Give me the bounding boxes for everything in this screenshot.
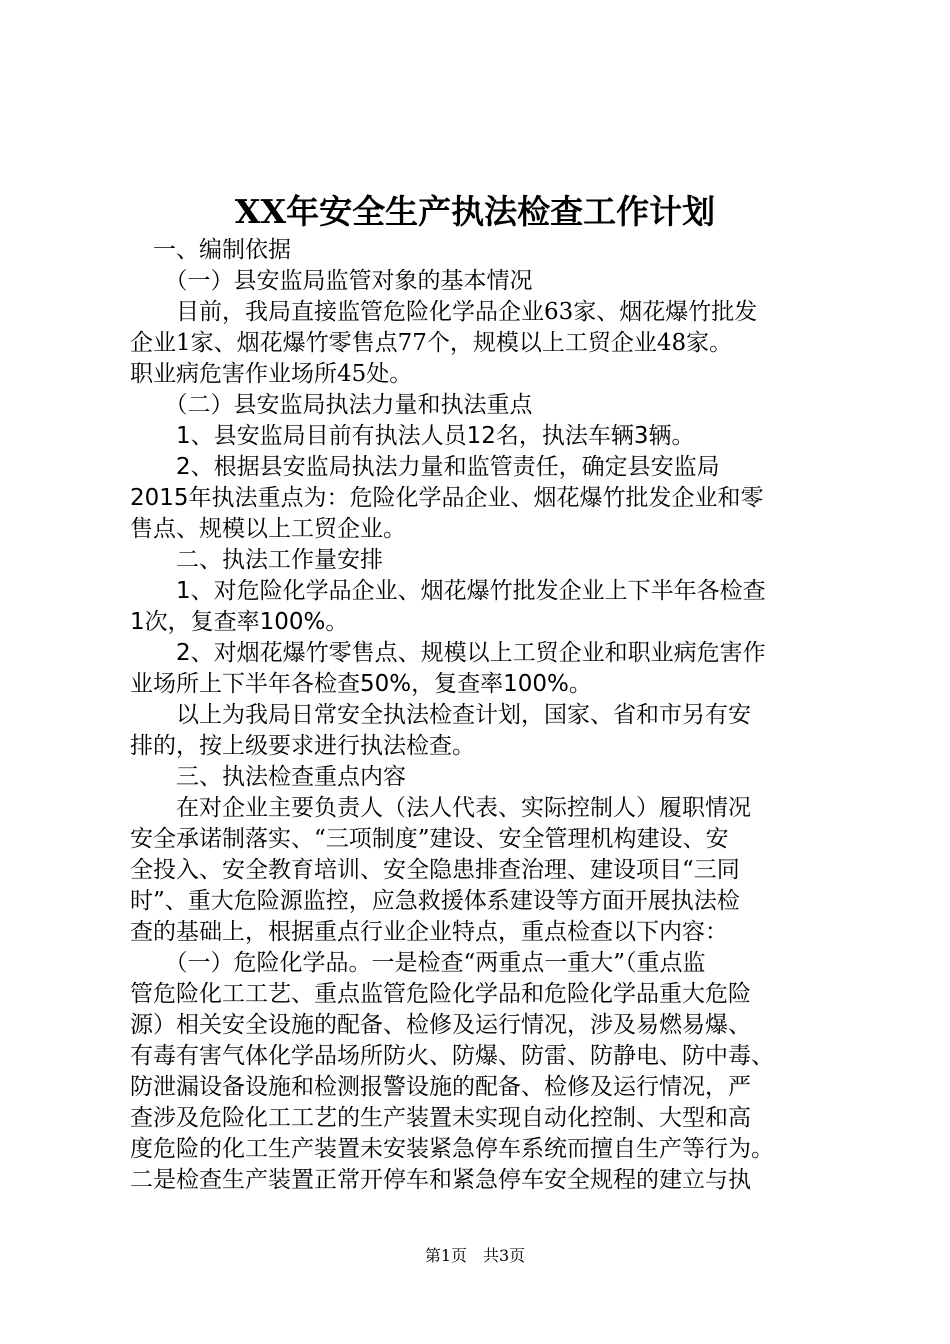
text-line: （二）县安监局执法力量和执法重点 (130, 392, 533, 418)
text-line: 2015年执法重点为：危险化学品企业、烟花爆竹批发企业和零 (130, 485, 764, 511)
text-line: 二、执法工作量安排 (130, 547, 383, 573)
text-line: 在对企业主要负责人（法人代表、实际控制人）履职情况 (130, 795, 751, 821)
text-line: 三、执法检查重点内容 (130, 764, 406, 790)
text-line: 查涉及危险化工工艺的生产装置未实现自动化控制、大型和高 (130, 1105, 751, 1131)
document-title: XX年安全生产执法检查工作计划 (234, 192, 716, 231)
text-line-rest: 一是检查“两重点一重大”（重点监 (371, 950, 706, 976)
text-line: 有毒有害气体化学品场所防火、防爆、防雷、防静电、防中毒、 (130, 1043, 774, 1069)
text-line: 2、对烟花爆竹零售点、规模以上工贸企业和职业病危害作 (130, 640, 766, 666)
text-line: 二是检查生产装置正常开停车和紧急停车安全规程的建立与执 (130, 1167, 751, 1193)
text-line: 职业病危害作业场所45处。 (130, 361, 413, 387)
text-line: 排的，按上级要求进行执法检查。 (130, 733, 475, 759)
text-line: （一）县安监局监管对象的基本情况 (130, 268, 533, 294)
text-line: 度危险的化工生产装置未安装紧急停车系统而擅自生产等行为。 (130, 1136, 774, 1162)
text-line: 目前，我局直接监管危险化学品企业63家、烟花爆竹批发 (130, 299, 758, 325)
page-footer: 第1页 共3页 (424, 1246, 526, 1265)
text-line: 以上为我局日常安全执法检查计划，国家、省和市另有安 (130, 702, 751, 728)
text-line: 一、编制依据 (130, 237, 291, 263)
text-line: 安全承诺制落实、“三项制度”建设、安全管理机构建设、安 (130, 826, 729, 852)
text-line: 1、对危险化学品企业、烟花爆竹批发企业上下半年各检查 (130, 578, 766, 604)
text-line-lead: （一）危险化学品。 (130, 950, 372, 976)
text-line: 管危险化工工艺、重点监管危险化学品和危险化学品重大危险 (130, 981, 751, 1007)
text-line: 源）相关安全设施的配备、检修及运行情况，涉及易燃易爆、 (130, 1012, 751, 1038)
text-line: 企业1家、烟花爆竹零售点77个，规模以上工贸企业48家。 (130, 330, 733, 356)
text-line: 售点、规模以上工贸企业。 (130, 516, 406, 542)
text-line: 防泄漏设备设施和检测报警设施的配备、检修及运行情况，严 (130, 1074, 751, 1100)
text-line: 1、县安监局目前有执法人员12名，执法车辆3辆。 (130, 423, 695, 449)
text-line: 2、根据县安监局执法力量和监管责任，确定县安监局 (130, 454, 720, 480)
text-line: 查的基础上，根据重点行业企业特点，重点检查以下内容： (130, 919, 728, 945)
text-line: 全投入、安全教育培训、安全隐患排查治理、建设项目“三同 (130, 857, 740, 883)
text-line: 时”、重大危险源监控，应急救援体系建设等方面开展执法检 (130, 888, 740, 914)
text-line (130, 948, 840, 979)
text-line: 1次，复查率100%。 (130, 609, 349, 635)
document-body (130, 235, 840, 1196)
text-line: 业场所上下半年各检查50%，复查率100%。 (130, 671, 592, 697)
